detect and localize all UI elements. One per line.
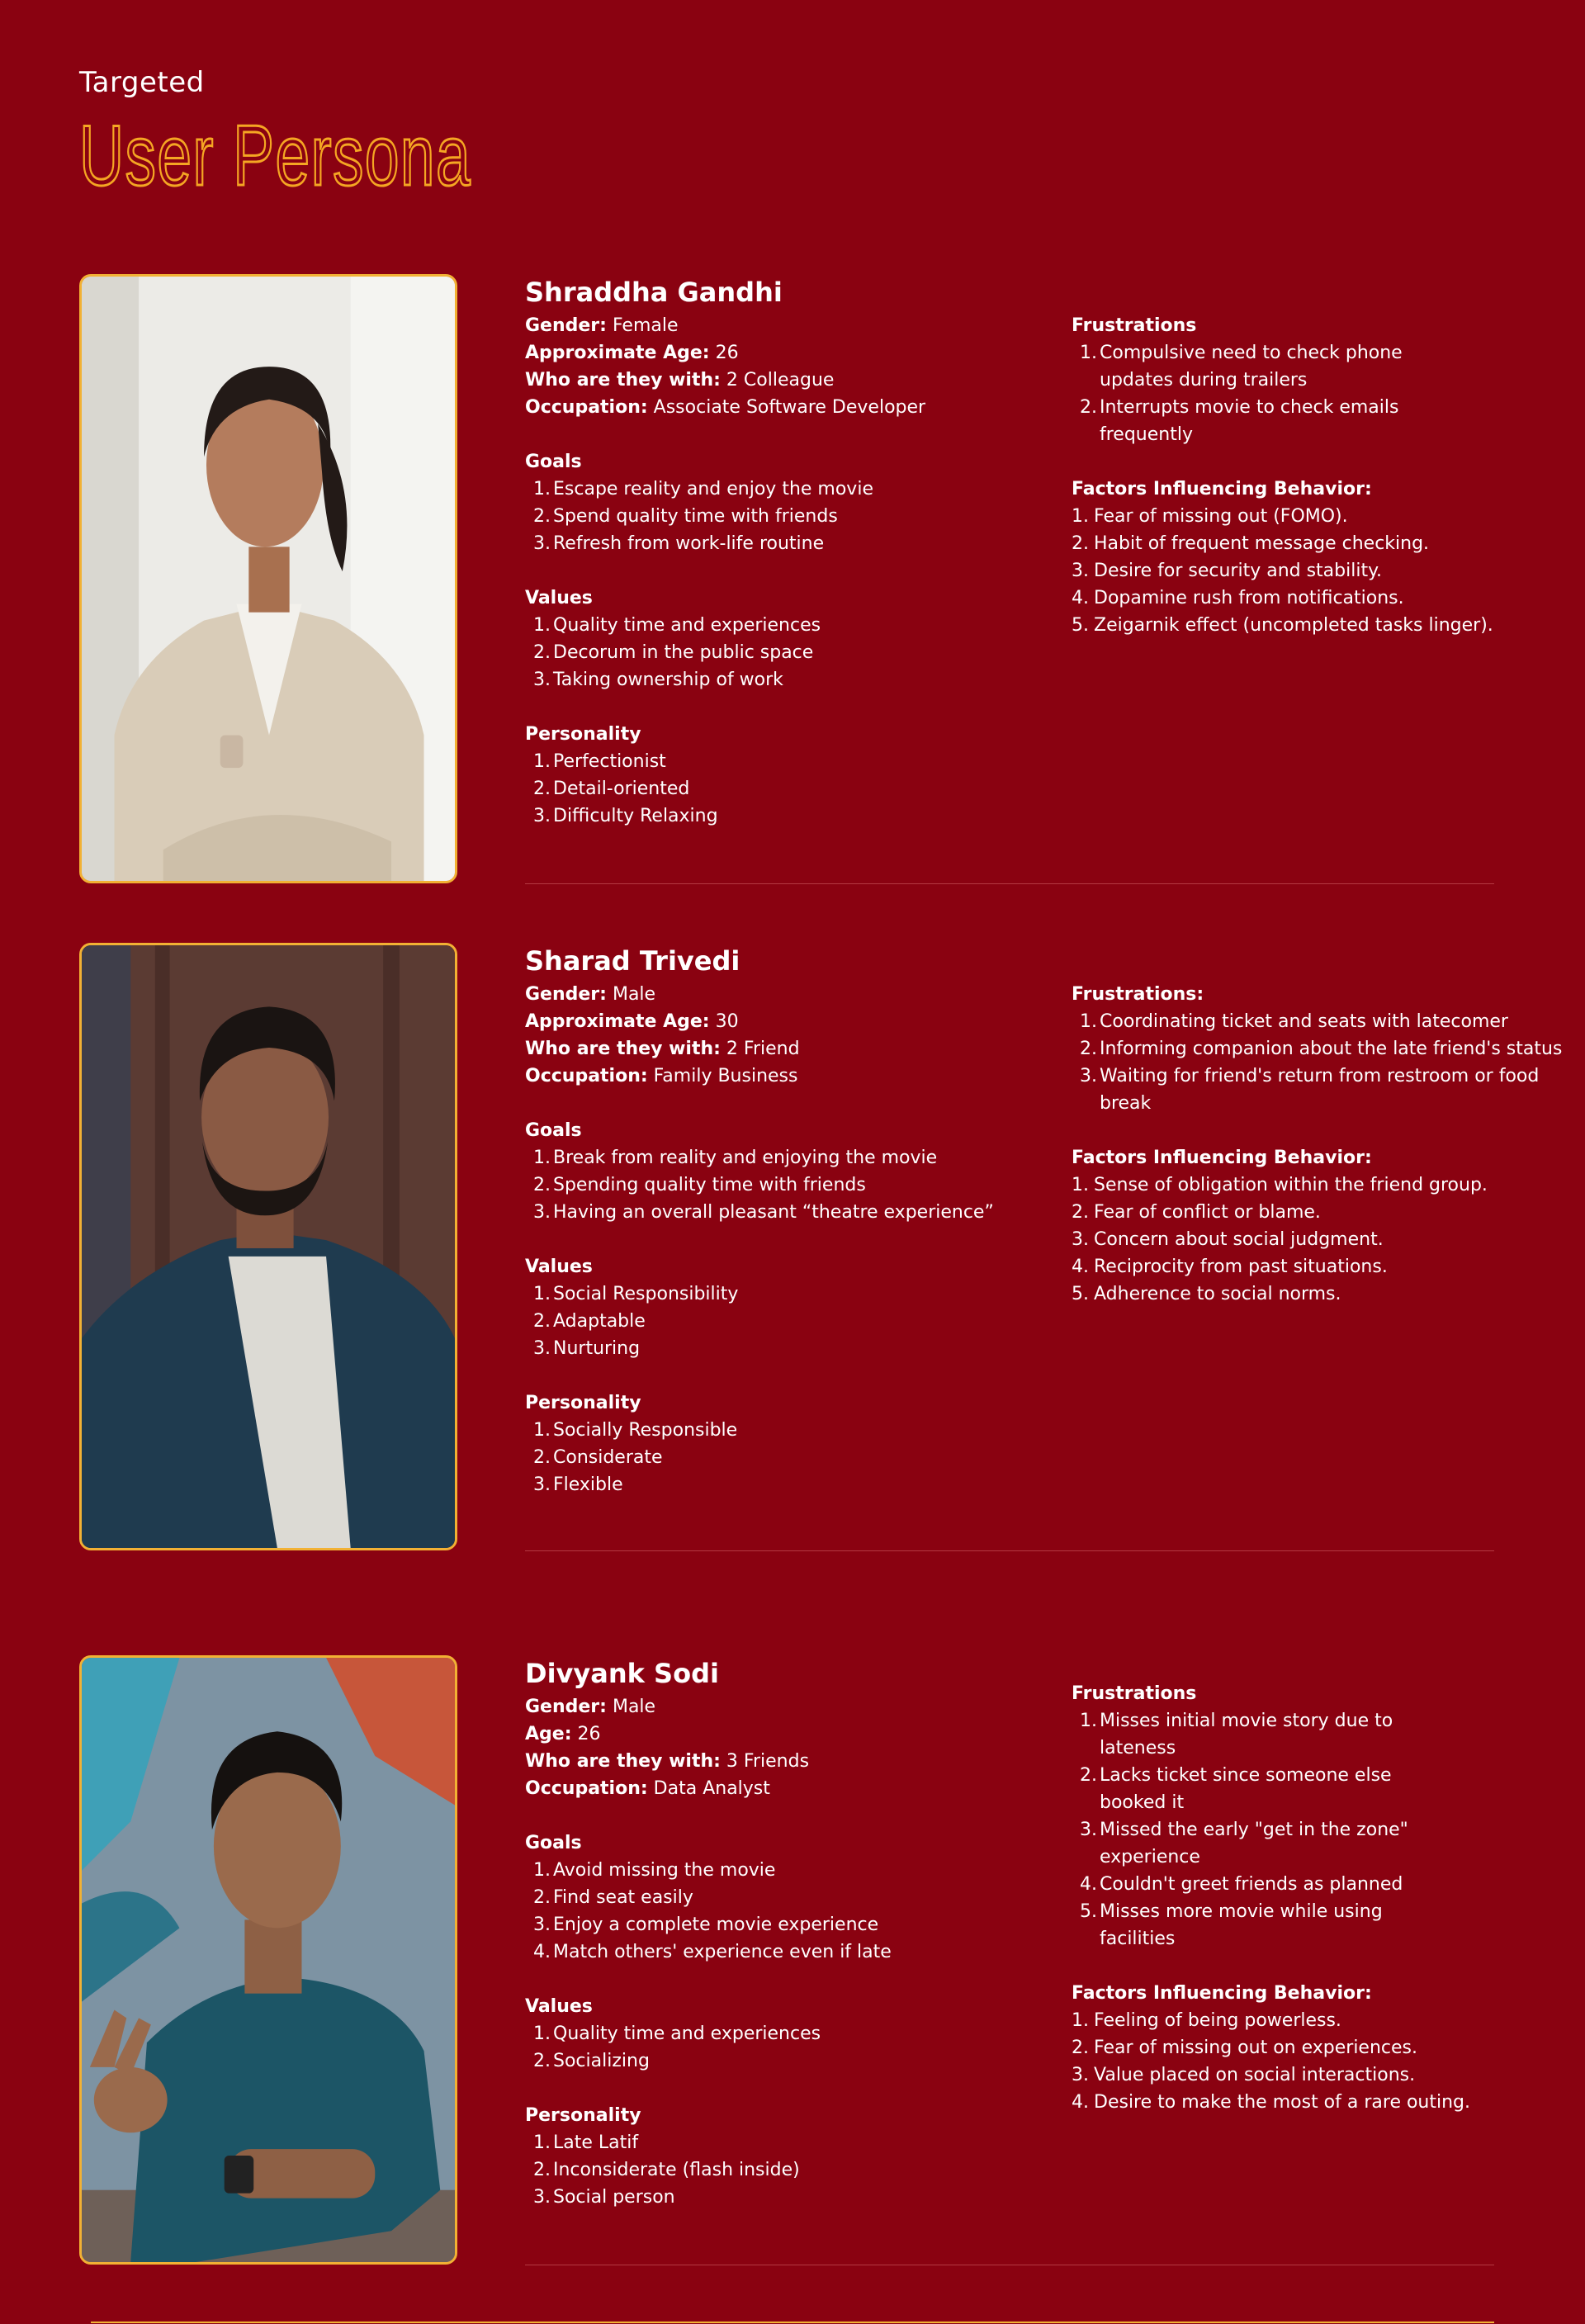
list-item: 1. Socially Responsible xyxy=(533,1420,738,1441)
values-list xyxy=(525,2020,892,2075)
list-item: 3. Waiting for friend's return from restroom or food break xyxy=(1080,1066,1540,1114)
factors-heading: Factors Influencing Behavior: xyxy=(1072,1148,1372,1168)
list-item: 1. Feeling of being powerless. xyxy=(1072,2010,1341,2031)
frustrations-heading: Frustrations xyxy=(1072,1683,1197,1704)
companions-row: Who are they with: 3 Friends xyxy=(525,1751,810,1772)
persona-name: Sharad Trivedi xyxy=(525,945,740,977)
values-list xyxy=(525,612,925,693)
personality-heading: Personality xyxy=(525,724,641,745)
values-heading: Values xyxy=(525,1257,593,1277)
values-heading: Values xyxy=(525,588,593,608)
list-item: 1. Social Responsibility xyxy=(533,1284,739,1304)
personality-list xyxy=(525,2129,892,2211)
list-item: 3. Concern about social judgment. xyxy=(1072,1229,1384,1250)
list-item: 1. Coordinating ticket and seats with latecomer xyxy=(1080,1011,1508,1032)
frustrations-list xyxy=(1072,1707,1460,1952)
list-item: 2. Interrupts movie to check emails frequently xyxy=(1080,397,1399,445)
list-item: 5. Adherence to social norms. xyxy=(1072,1284,1341,1304)
personality-list xyxy=(525,748,925,830)
persona-photo xyxy=(79,943,457,1550)
list-item: 2. Informing companion about the late friend's status xyxy=(1080,1039,1563,1059)
persona-card xyxy=(0,943,1585,1554)
persona-name: Divyank Sodi xyxy=(525,1658,719,1689)
list-item: 2. Detail-oriented xyxy=(533,779,690,799)
list-item: 1. Sense of obligation within the friend group. xyxy=(1072,1175,1488,1195)
list-item: 2. Spend quality time with friends xyxy=(533,506,838,527)
page-subtitle: Targeted xyxy=(79,66,205,99)
persona-photo xyxy=(79,1655,457,2265)
list-item: 1. Misses initial movie story due to lateness xyxy=(1080,1711,1393,1758)
list-item: 3. Taking ownership of work xyxy=(533,670,783,690)
age-row: Age: 26 xyxy=(525,1724,601,1744)
list-item: 3. Having an overall pleasant “theatre experience” xyxy=(533,1202,994,1223)
list-item: 3. Missed the early "get in the zone" experience xyxy=(1080,1820,1408,1867)
occupation-row: Occupation: Associate Software Developer xyxy=(525,397,926,418)
divider xyxy=(525,883,1494,884)
persona-card xyxy=(0,1655,1585,2266)
factors-list xyxy=(1072,503,1550,639)
list-item: 2. Decorum in the public space xyxy=(533,642,814,663)
frustrations-heading: Frustrations: xyxy=(1072,984,1204,1005)
persona-photo-image xyxy=(82,277,455,881)
gender-row: Gender: Male xyxy=(525,984,656,1005)
persona-card xyxy=(0,274,1585,885)
list-item: 1. Late Latif xyxy=(533,2132,639,2153)
personality-list xyxy=(525,1417,994,1498)
list-item: 5. Zeigarnik effect (uncompleted tasks linger). xyxy=(1072,615,1493,636)
list-item: 3. Desire for security and stability. xyxy=(1072,561,1382,581)
list-item: 3. Value placed on social interactions. xyxy=(1072,2065,1416,2085)
occupation-row: Occupation: Data Analyst xyxy=(525,1778,770,1799)
list-item: 2. Inconsiderate (flash inside) xyxy=(533,2160,800,2180)
age-row: Approximate Age: 26 xyxy=(525,343,739,363)
persona-photo-image xyxy=(82,945,455,1548)
persona-photo-image xyxy=(82,1658,455,2262)
list-item: 3. Social person xyxy=(533,2187,675,2208)
list-item: 2. Lacks ticket since someone else booked it xyxy=(1080,1765,1392,1813)
goals-list xyxy=(525,476,925,557)
page-header xyxy=(79,66,624,206)
companions-row: Who are they with: 2 Friend xyxy=(525,1039,800,1059)
frustrations-heading: Frustrations xyxy=(1072,315,1197,336)
frustrations-list xyxy=(1072,1008,1567,1117)
divider xyxy=(525,1550,1494,1551)
goals-list xyxy=(525,1144,994,1226)
goals-heading: Goals xyxy=(525,1120,582,1141)
list-item: 1. Break from reality and enjoying the movie xyxy=(533,1148,938,1168)
list-item: 3. Enjoy a complete movie experience xyxy=(533,1915,879,1935)
list-item: 1. Quality time and experiences xyxy=(533,2023,821,2044)
values-list xyxy=(525,1280,994,1362)
list-item: 3. Nurturing xyxy=(533,1338,641,1359)
list-item: 2. Spending quality time with friends xyxy=(533,1175,866,1195)
list-item: 4. Reciprocity from past situations. xyxy=(1072,1257,1388,1277)
list-item: 1. Compulsive need to check phone updates during trailers xyxy=(1080,343,1403,390)
page-title: User Persona xyxy=(79,108,472,204)
list-item: 2. Considerate xyxy=(533,1447,663,1468)
gender-row: Gender: Male xyxy=(525,1697,656,1717)
factors-heading: Factors Influencing Behavior: xyxy=(1072,479,1372,499)
goals-heading: Goals xyxy=(525,452,582,472)
list-item: 4. Dopamine rush from notifications. xyxy=(1072,588,1404,608)
list-item: 4. Desire to make the most of a rare outing. xyxy=(1072,2092,1471,2113)
personality-heading: Personality xyxy=(525,2105,641,2126)
persona-name: Shraddha Gandhi xyxy=(525,277,783,308)
list-item: 3. Refresh from work-life routine xyxy=(533,533,825,554)
age-row: Approximate Age: 30 xyxy=(525,1011,739,1032)
list-item: 1. Escape reality and enjoy the movie xyxy=(533,479,873,499)
personality-heading: Personality xyxy=(525,1393,641,1413)
factors-list xyxy=(1072,2007,1550,2116)
list-item: 4. Couldn't greet friends as planned xyxy=(1080,1874,1403,1895)
factors-heading: Factors Influencing Behavior: xyxy=(1072,1983,1372,2004)
list-item: 2. Fear of missing out on experiences. xyxy=(1072,2038,1417,2058)
goals-heading: Goals xyxy=(525,1833,582,1853)
list-item: 1. Avoid missing the movie xyxy=(533,1860,776,1881)
list-item: 2. Habit of frequent message checking. xyxy=(1072,533,1430,554)
goals-list xyxy=(525,1857,892,1966)
list-item: 3. Flexible xyxy=(533,1474,623,1495)
list-item: 4. Match others' experience even if late xyxy=(533,1942,892,1962)
bottom-divider xyxy=(91,2322,1494,2323)
companions-row: Who are they with: 2 Colleague xyxy=(525,370,835,390)
frustrations-list xyxy=(1072,339,1460,448)
list-item: 2. Find seat easily xyxy=(533,1887,693,1908)
list-item: 2. Adaptable xyxy=(533,1311,646,1332)
gender-row: Gender: Female xyxy=(525,315,679,336)
persona-photo xyxy=(79,274,457,883)
list-item: 2. Socializing xyxy=(533,2051,650,2071)
list-item: 1. Fear of missing out (FOMO). xyxy=(1072,506,1348,527)
list-item: 1. Perfectionist xyxy=(533,751,666,772)
occupation-row: Occupation: Family Business xyxy=(525,1066,798,1086)
list-item: 2. Fear of conflict or blame. xyxy=(1072,1202,1321,1223)
values-heading: Values xyxy=(525,1996,593,2017)
list-item: 5. Misses more movie while using facilities xyxy=(1080,1901,1383,1949)
list-item: 3. Difficulty Relaxing xyxy=(533,806,718,826)
list-item: 1. Quality time and experiences xyxy=(533,615,821,636)
factors-list xyxy=(1072,1171,1567,1308)
